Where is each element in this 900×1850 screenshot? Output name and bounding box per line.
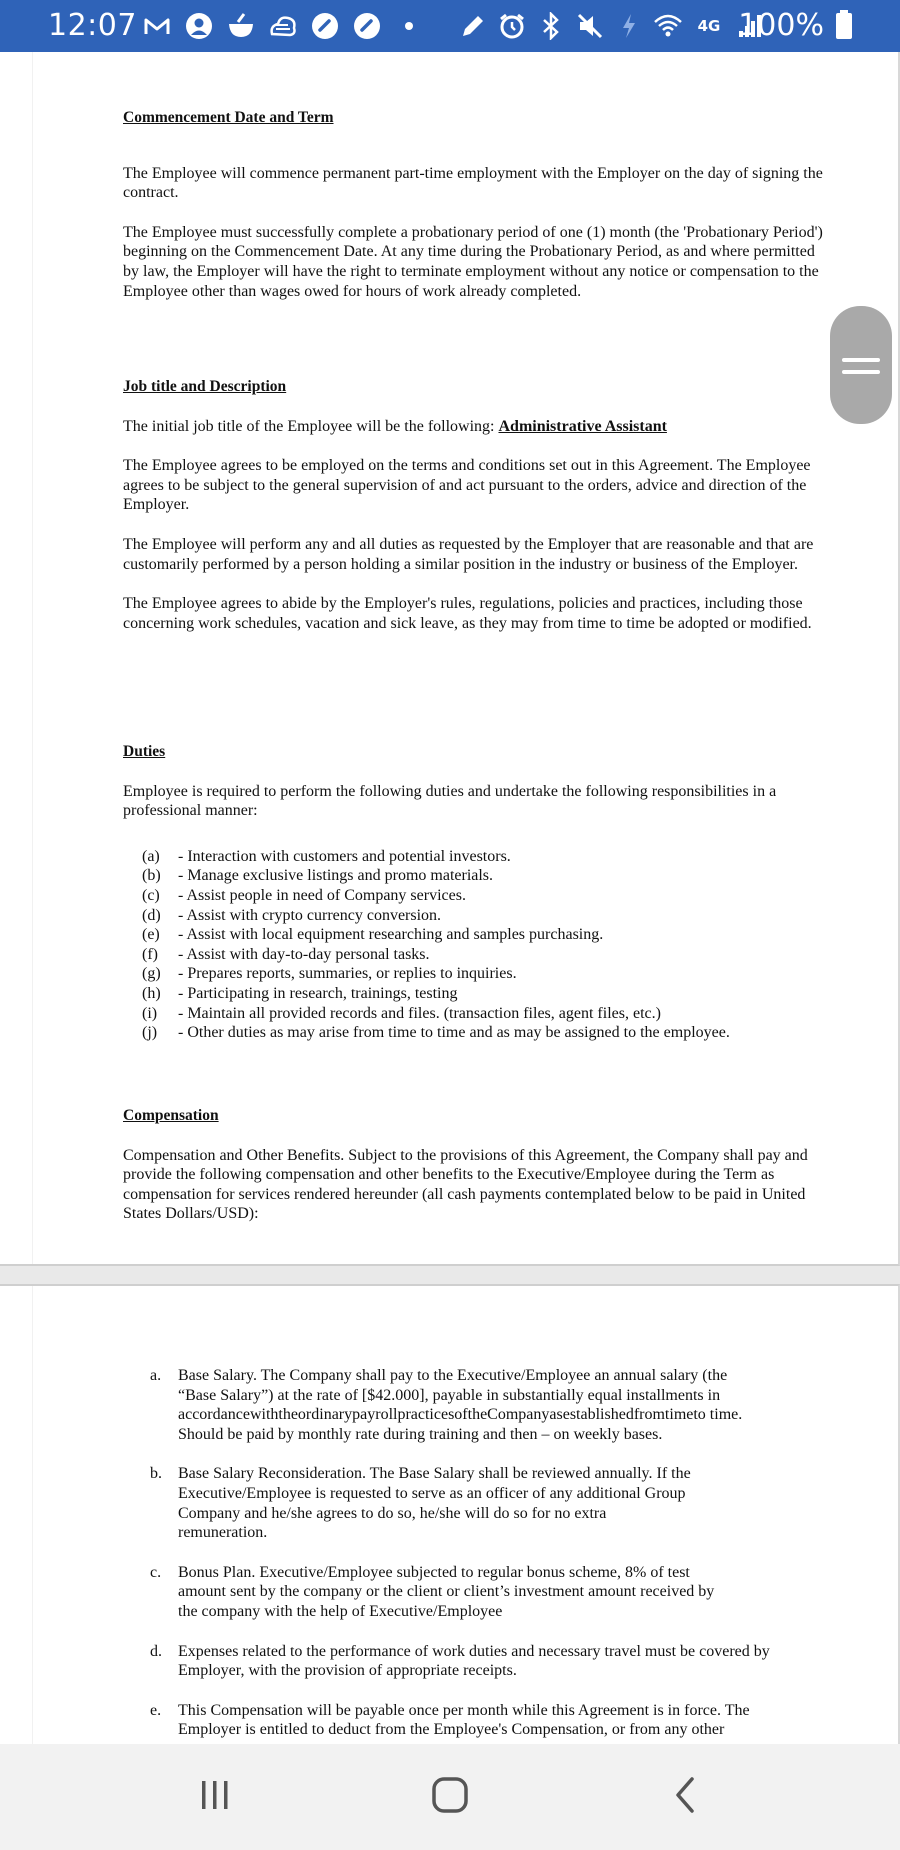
compensation-item	[123, 1642, 843, 1681]
home-icon	[430, 1775, 470, 1820]
pen-icon	[458, 11, 488, 41]
duty-letter: (b)	[142, 867, 161, 885]
job-title-value: Administrative Assistant	[498, 417, 667, 435]
battery-icon	[836, 13, 852, 39]
duty-text: - Prepares reports, summaries, or replies to inquiries.	[178, 965, 517, 983]
document-viewport[interactable]	[0, 52, 900, 1744]
job-title-heading: Job title and Description	[123, 378, 287, 395]
duty-letter: (c)	[142, 886, 160, 904]
compensation-item	[123, 1366, 843, 1444]
duties-list	[142, 847, 823, 1043]
duty-item	[142, 886, 823, 906]
compensation-line: Expenses related to the performance of work duties and necessary travel must be covered by	[178, 1642, 770, 1660]
commencement-heading: Commencement Date and Term	[123, 109, 334, 126]
status-time: 12:07	[48, 8, 137, 43]
duties-performance-paragraph: The Employee will perform any and all duties as requested by the Employer that are reasonable and that are customarily performed by a person holding a similar position in the industry or business of the Employer.	[123, 535, 814, 573]
lte-icon: 4G	[697, 17, 721, 35]
duties-heading: Duties	[123, 743, 166, 760]
duty-text: - Assist with local equipment researching and samples purchasing.	[178, 926, 604, 944]
rules-paragraph: The Employee agrees to abide by the Employer's rules, regulations, policies and practices, including those concerning work schedules, vacation and sick leave, as they may from time to time be adopted or modified.	[123, 595, 812, 632]
bluetooth-icon	[536, 11, 566, 41]
duty-item	[142, 984, 823, 1004]
compensation-item	[123, 1563, 843, 1622]
duty-item	[142, 964, 823, 984]
compensation-item	[123, 1701, 843, 1740]
duty-text: - Interaction with customers and potential investors.	[178, 847, 511, 865]
duties-section	[123, 742, 823, 1043]
compensation-list	[123, 1366, 843, 1740]
compensation-line: This Compensation will be payable once per month while this Agreement is in force. The	[178, 1701, 750, 1719]
duty-text: - Assist with crypto currency conversion.	[178, 906, 442, 924]
duty-text: - Manage exclusive listings and promo materials.	[178, 867, 494, 885]
duty-text: - Other duties as may arise from time to time and as may be assigned to the employee.	[178, 1024, 730, 1042]
mute-icon	[575, 11, 605, 41]
duty-text: - Participating in research, trainings, testing	[178, 984, 458, 1002]
status-bar	[0, 0, 900, 52]
job-title-section	[123, 377, 823, 633]
probation-paragraph: The Employee must successfully complete a probationary period of one (1) month (the 'Probationary Period') beginning on the Commencement Date. At any time during the Probationary Period, as and where permitted by law, the Employer will have the right to terminate employment without any notice or compensation to the Employee other than wages owed for hours of work already completed.	[123, 223, 823, 300]
compensation-line: the company with the help of Executive/Employee	[178, 1602, 503, 1620]
system-icons	[458, 11, 765, 41]
compensation-line: Employer is entitled to deduct from the Employee's Compensation, or from any other	[178, 1721, 725, 1739]
battery-percent: 100%	[738, 8, 824, 43]
compensation-line: Employer, with the provision of appropriate receipts.	[178, 1662, 517, 1680]
compensation-intro: Compensation and Other Benefits. Subject to the provisions of this Agreement, the Company shall pay and provide the following compensation and other benefits to the Executive/Employee during the Term as compensation for services rendered hereunder (all cash payments contemplated below to be paid in United States Dollars/USD):	[123, 1146, 808, 1223]
compensation-line: Bonus Plan. Executive/Employee subjected to regular bonus scheme, 8% of test	[178, 1563, 690, 1581]
document-page-2	[0, 1284, 900, 1744]
compensation-letter: c.	[150, 1563, 162, 1581]
data-saver-icon	[614, 11, 644, 41]
duty-letter: (i)	[142, 1004, 158, 1022]
duty-item	[142, 925, 823, 945]
fast-scroll-handle[interactable]	[830, 306, 892, 424]
compensation-line: Base Salary. The Company shall pay to the Executive/Employee an annual salary (the	[178, 1367, 728, 1384]
recents-button[interactable]	[185, 1772, 245, 1822]
duty-item	[142, 866, 823, 886]
duty-letter: (h)	[142, 984, 161, 1002]
job-title-intro: The initial job title of the Employee will be the following:	[123, 417, 495, 435]
terms-paragraph: The Employee agrees to be employed on the terms and conditions set out in this Agreement. The Employee agrees to be subject to the general supervision of and act pursuant to the orders, advice and direction of the Employer.	[123, 457, 811, 514]
document-page-1	[0, 52, 900, 1266]
duty-text: - Assist people in need of Company services.	[178, 886, 466, 904]
alarm-icon	[497, 11, 527, 41]
compensation-letter: d.	[150, 1642, 162, 1660]
recents-icon	[197, 1777, 233, 1818]
cooking-app-icon	[226, 11, 256, 41]
dot-icon	[394, 11, 424, 41]
duty-letter: (f)	[142, 945, 158, 963]
avatar-icon	[184, 11, 214, 41]
compensation-items-section	[123, 1366, 843, 1744]
duties-intro: Employee is required to perform the following duties and undertake the following responsibilities in a professional manner:	[123, 782, 777, 820]
duty-item	[142, 945, 823, 965]
duty-letter: (a)	[142, 847, 160, 865]
sync-icon	[352, 11, 382, 41]
wifi-icon	[653, 11, 683, 41]
compensation-letter: a.	[150, 1367, 162, 1384]
duty-text: - Assist with day-to-day personal tasks.	[178, 945, 430, 963]
duty-letter: (j)	[142, 1024, 158, 1042]
compensation-line: Should be paid by monthly rate during training and then – on weekly bases.	[178, 1425, 663, 1443]
gmail-icon	[142, 11, 172, 41]
compensation-item	[123, 1464, 843, 1542]
compensation-line: Executive/Employee is requested to serve as an officer of any additional Group	[178, 1484, 686, 1502]
duty-item	[142, 906, 823, 926]
duty-letter: (d)	[142, 906, 161, 924]
duty-letter: (e)	[142, 926, 160, 944]
compensation-line: remuneration.	[178, 1524, 268, 1542]
duty-text: - Maintain all provided records and files. (transaction files, agent files, etc.)	[178, 1004, 661, 1022]
compensation-letter: e.	[150, 1701, 162, 1719]
compensation-line: Company and he/she agrees to do so, he/she will do so for no extra	[178, 1504, 607, 1522]
commencement-section	[123, 108, 823, 301]
back-icon	[670, 1775, 700, 1820]
compensation-line: amount sent by the company or the client or client’s investment amount received by	[178, 1583, 715, 1601]
notification-icons	[142, 11, 424, 41]
home-button[interactable]	[420, 1772, 480, 1822]
cloud-app-icon	[268, 11, 298, 41]
compensation-section	[123, 1106, 823, 1224]
commencement-paragraph: The Employee will commence permanent part-time employment with the Employer on the day of signing the contract.	[123, 164, 823, 202]
compensation-heading: Compensation	[123, 1107, 219, 1124]
compensation-line: accordancewiththeordinarypayrollpracticesoftheCompanyasestablishedfromtimeto time.	[178, 1406, 743, 1424]
duty-item	[142, 1004, 823, 1024]
duty-item	[142, 847, 823, 867]
compensation-line: “Base Salary”) at the rate of [$42.000], payable in substantially equal installments in	[178, 1386, 721, 1404]
compensation-line: Base Salary Reconsideration. The Base Salary shall be reviewed annually. If the	[178, 1465, 691, 1483]
sync-icon	[310, 11, 340, 41]
back-button[interactable]	[655, 1772, 715, 1822]
duty-letter: (g)	[142, 965, 161, 983]
compensation-letter: b.	[150, 1465, 162, 1483]
navigation-bar	[0, 1744, 900, 1850]
duty-item	[142, 1023, 823, 1043]
job-title-line	[123, 417, 823, 437]
